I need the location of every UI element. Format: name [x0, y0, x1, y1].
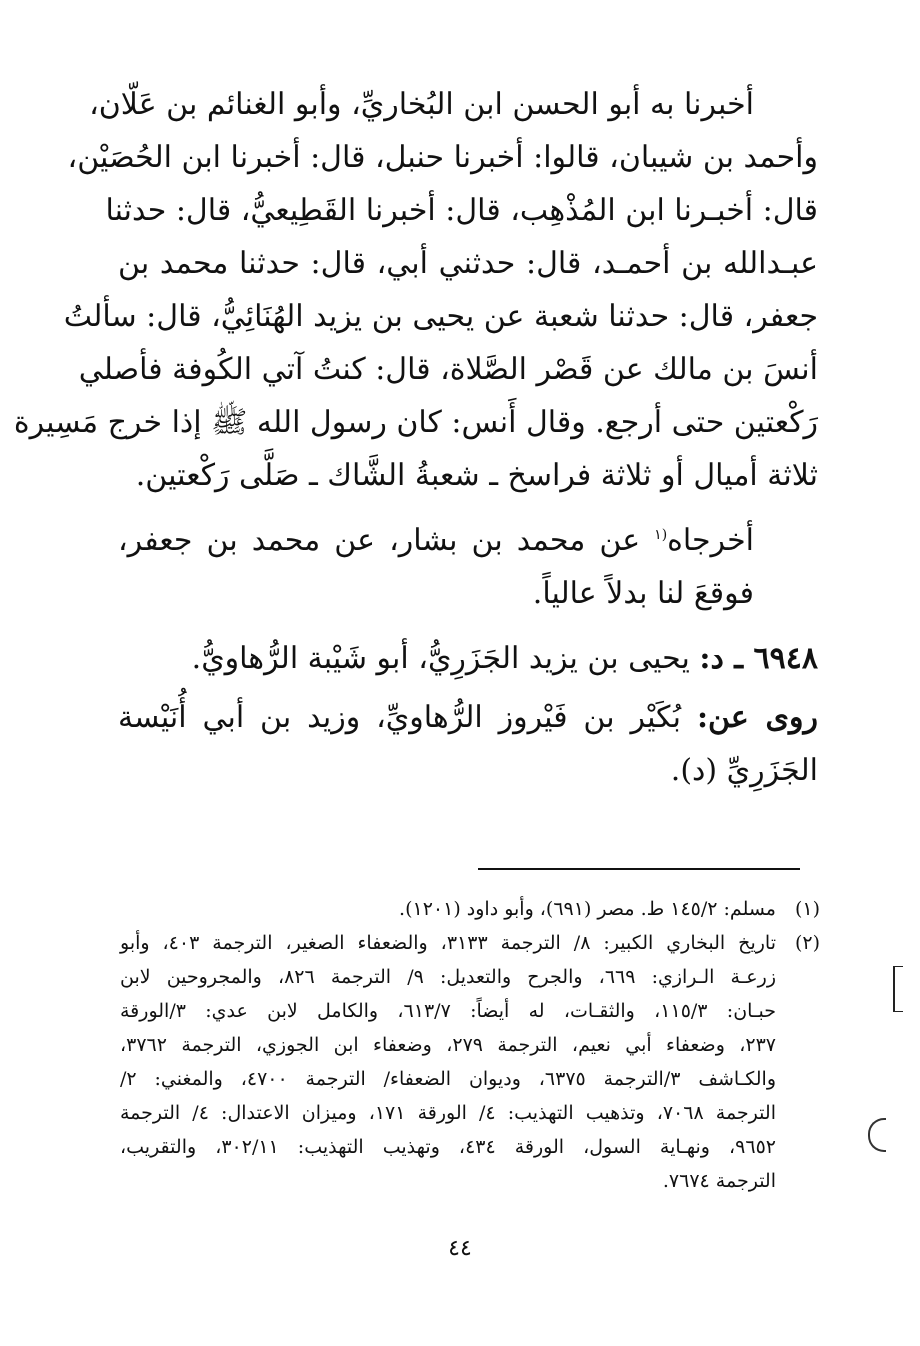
narrated-from-paragraph	[118, 691, 818, 797]
text-line: فوقعَ لنا بدلاً عالياً.	[532, 576, 754, 611]
main-text	[13, 78, 819, 797]
footnote-divider	[478, 868, 800, 870]
footnote-line: ٢٣٧، وضعفاء أبي نعيم، الترجمة ٢٧٩، وضعفاء ابن الجوزي، الترجمة ٣٧٦٢،	[120, 1034, 776, 1056]
text-line: الجَزَرِيِّ (د).	[670, 753, 818, 788]
text-line: أخبرنا به أبو الحسن ابن البُخاريِّ، وأبو الغنائم بن عَلّان،	[89, 87, 754, 122]
text-line: رَكْعتين حتى أرجع. وقال أَنس: كان رسول الله ﷺ إذا خرج مَسِيرة	[13, 405, 818, 440]
text-line: وأحمد بن شيبان، قالوا: أخبرنا حنبل، قال: أخبرنا ابن الحُصَيْن،	[67, 140, 818, 175]
takhrij-lead: أخرجاه	[667, 523, 754, 558]
entry-name: يحيى بن يزيد الجَزَرِيُّ، أبو شَيْبة الرُّهاويُّ.	[191, 641, 700, 676]
entry-heading	[118, 632, 818, 685]
text-line: أنسَ بن مالك عن قَصْر الصَّلاة، قال: كنتُ آتي الكُوفة فأصلي	[78, 352, 818, 387]
text-line	[118, 514, 818, 567]
text-line: ثلاثة أميال أو ثلاثة فراسخ ـ شعبةُ الشَّاك ـ صَلَّى رَكْعتين.	[135, 458, 818, 493]
footnote-marker: (١)	[794, 898, 820, 920]
footnote-line: مسلم: ١٤٥/٢ ط. مصر (٦٩١)، وأبو داود (١٢٠١).	[399, 898, 776, 920]
footnote-text	[120, 926, 776, 1198]
takhrij-rest: عن محمد بن بشار، عن محمد بن جعفر،	[118, 523, 655, 558]
footnote-item	[120, 892, 820, 926]
margin-paren-mark	[868, 1118, 886, 1152]
text-line: قال: أخبـرنا ابن المُذْهِب، قال: أخبرنا القَطِيعيُّ، قال: حدثنا	[105, 193, 818, 228]
text-line	[118, 632, 818, 685]
page-number: ٤٤	[448, 1236, 472, 1261]
footnote-marker: (٢)	[794, 932, 820, 954]
narrated-rest: بُكَيْر بن فَيْروز الرُّهاويِّ، وزيد بن أبي أُنَيْسة	[118, 700, 697, 735]
narration-paragraph	[13, 78, 818, 502]
takhrij-paragraph	[118, 514, 818, 620]
footnote-line: ٩٦٥٢، ونهـاية السول، الورقة ٤٣٤، وتهذيب التهذيب: ٣٠٢/١١، والتقريب،	[120, 1136, 776, 1158]
footnote-line: الترجمة ٧٠٦٨، وتذهيب التهذيب: ٤/ الورقة ١٧١، وميزان الاعتدال: ٤/ الترجمة	[120, 1102, 776, 1124]
entry-number: ٦٩٤٨ ـ د:	[699, 641, 818, 676]
footnote-line: الترجمة ٧٦٧٤.	[662, 1170, 776, 1192]
footnote-item	[120, 926, 820, 1198]
footnote-ref: (١	[654, 527, 668, 543]
footnotes	[120, 892, 820, 1198]
text-line: عبـدالله بن أحمـد، قال: حدثني أبي، قال: حدثنا محمد بن	[118, 246, 818, 281]
margin-bracket-mark	[893, 966, 903, 1012]
narrated-label: روى عن:	[696, 700, 819, 735]
footnote-line: والكـاشف ٣/الترجمة ٦٣٧٥، وديوان الضعفاء/ الترجمة ٤٧٠٠، والمغني: ٢/	[120, 1068, 776, 1090]
text-line	[118, 691, 818, 744]
text-line: جعفر، قال: حدثنا شعبة عن يحيى بن يزيد الهُنَائِيُّ، قال: سألتُ	[63, 299, 818, 334]
footnote-line: تاريخ البخاري الكبير: ٨/ الترجمة ٣١٣٣، والضعفاء الصغير، الترجمة ٤٠٣، وأبو	[120, 932, 776, 954]
footnote-line: زرعـة الـرازي: ٦٦٩، والجرح والتعديل: ٩/ الترجمة ٨٢٦، والمجروحين لابن	[120, 966, 776, 988]
footnote-line: حبـان: ١١٥/٣، والثقـات، له أيضاً: ٦١٣/٧، والكامل لابن عدي: ٣/الورقة	[120, 1000, 777, 1022]
footnote-text	[120, 892, 776, 926]
